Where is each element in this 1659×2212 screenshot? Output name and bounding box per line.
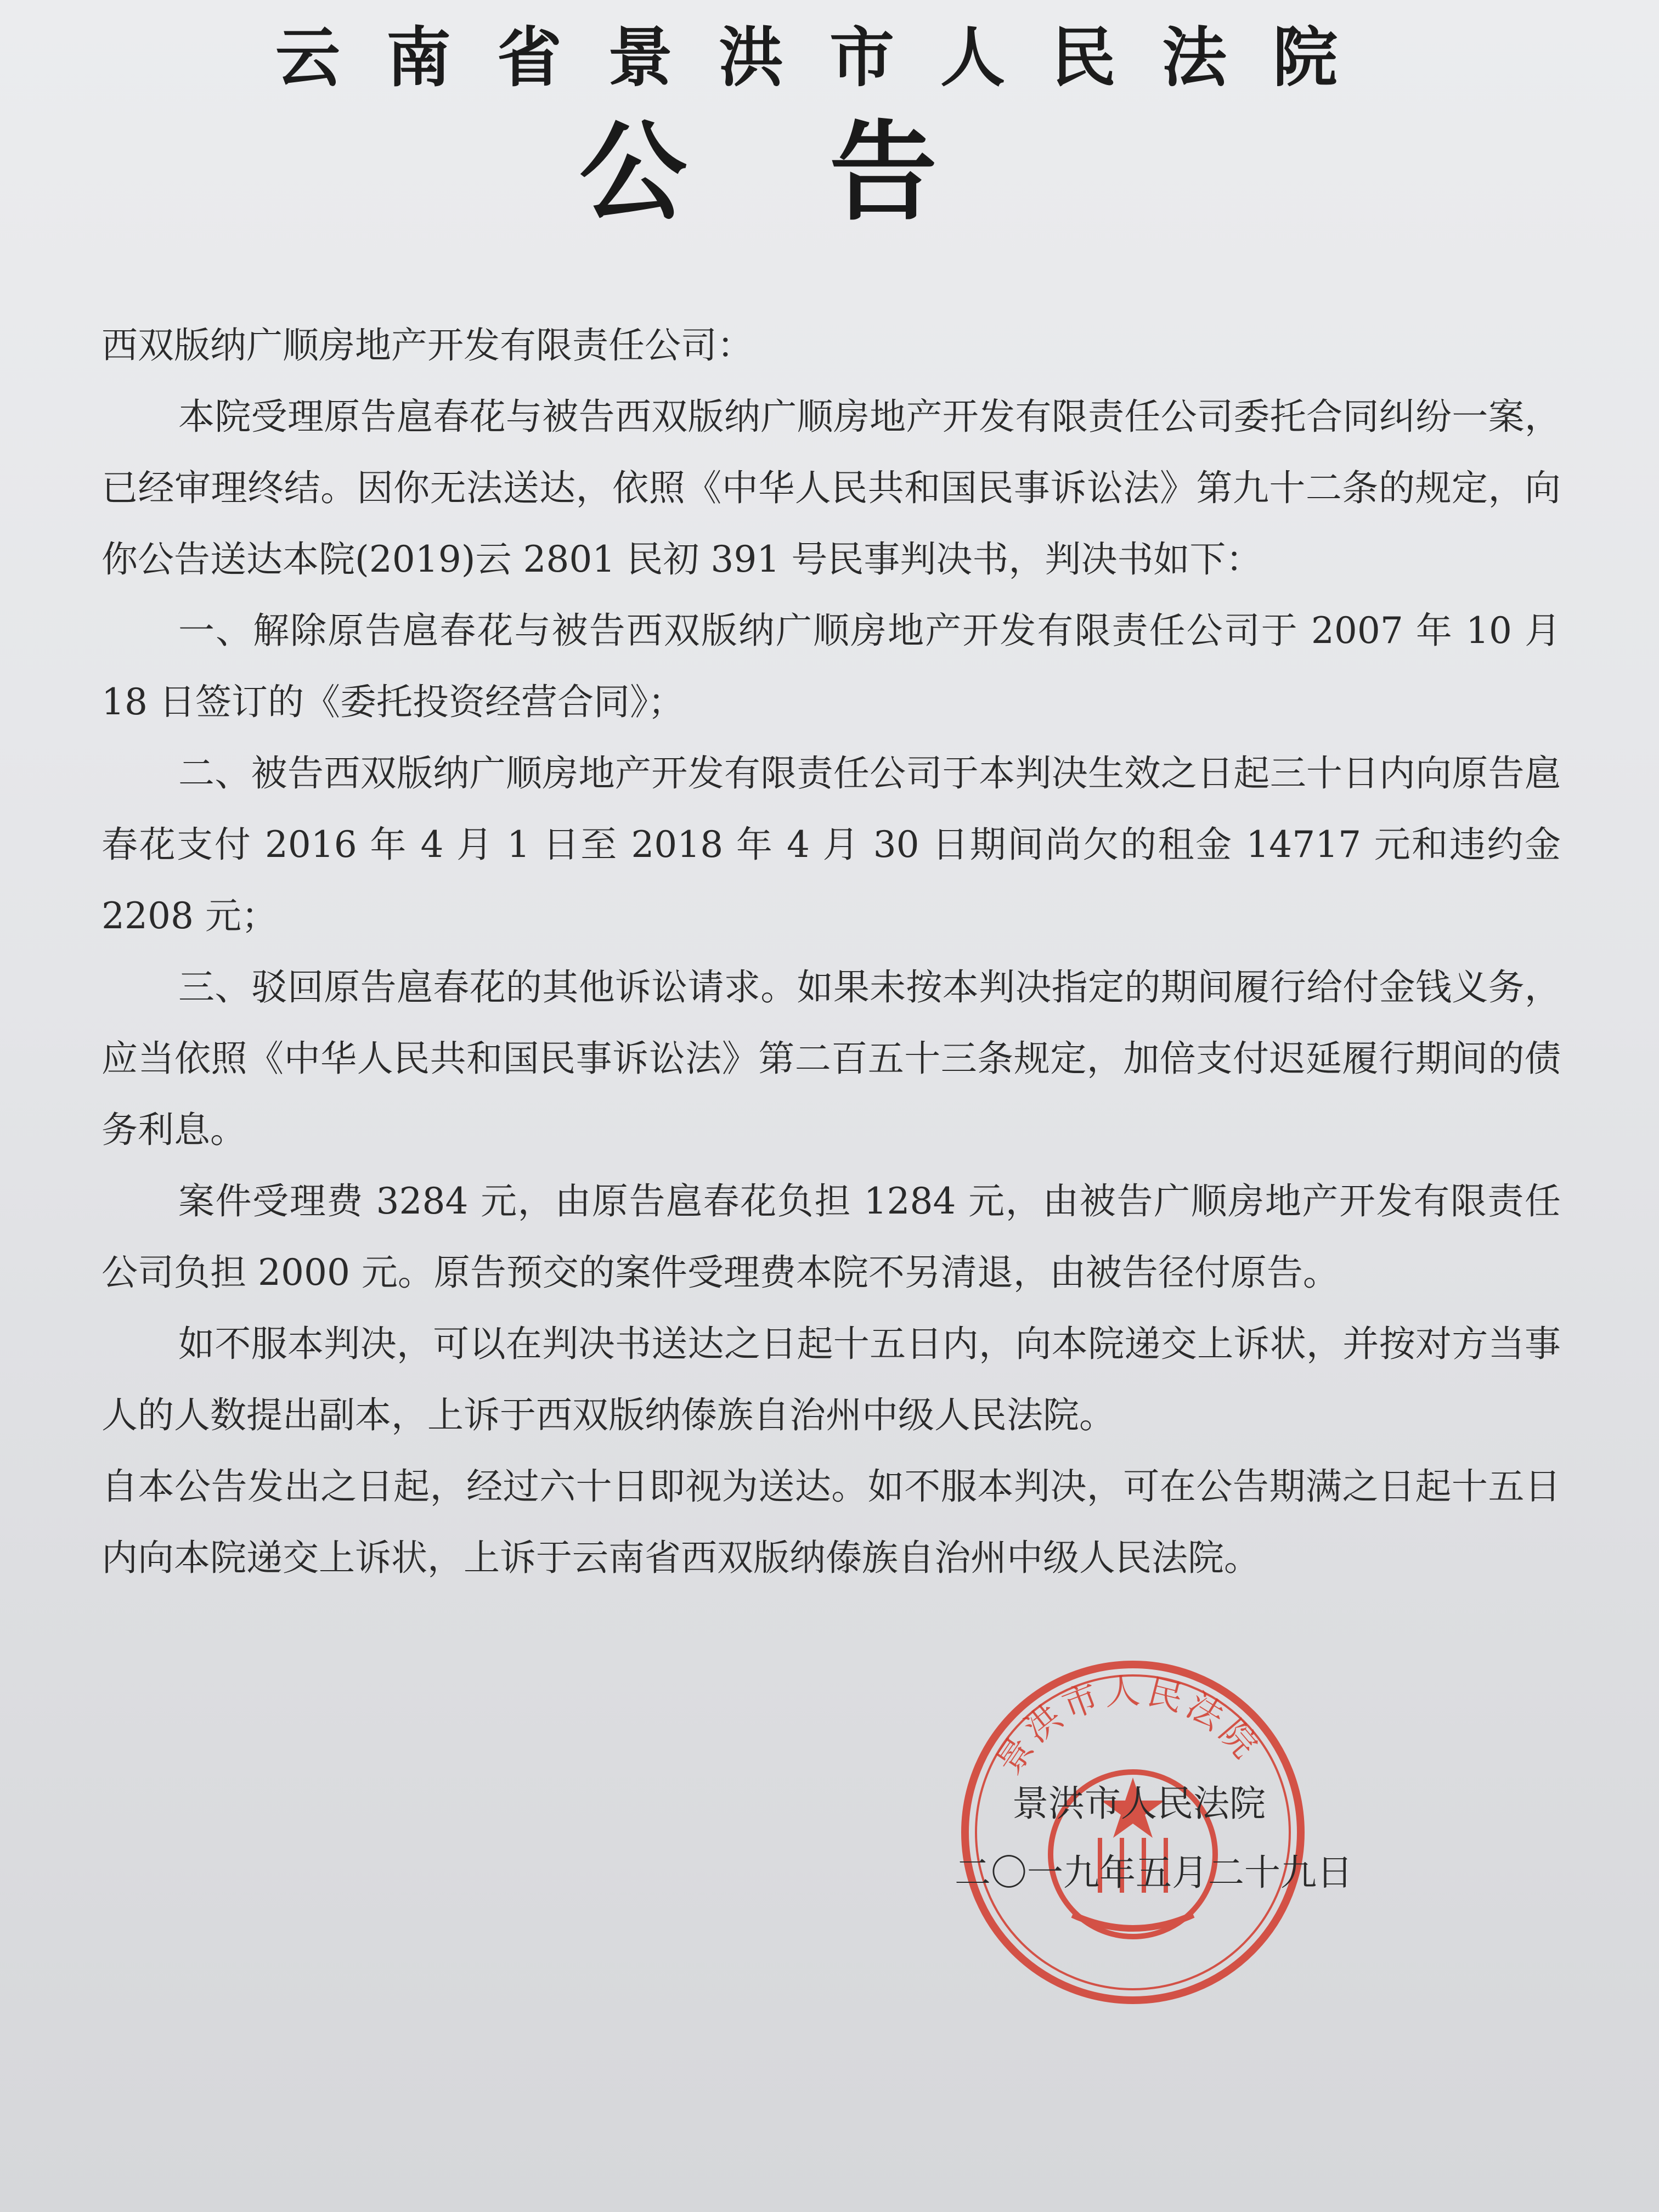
paragraph-judgment-2: 二、被告西双版纳广顺房地产开发有限责任公司于本判决生效之日起三十日内向原告扈春花支付 2016 年 4 月 1 日至 2018 年 4 月 30 日期间尚欠的租金 14717 元和违约金 2208 元；: [101, 752, 1561, 937]
seal-text: 景洪市人民法院: [988, 1671, 1268, 1782]
signature-block: [955, 1769, 1393, 1908]
paragraph-judgment-1: 一、解除原告扈春花与被告西双版纳广顺房地产开发有限责任公司于 2007 年 10 月 18 日签订的《委托投资经营合同》；: [101, 610, 1561, 723]
court-name-heading: 云南省景洪市人民法院: [275, 20, 1384, 95]
paragraph-closing: 自本公告发出之日起，经过六十日即视为送达。如不服本判决，可在公告期满之日起十五日内向本院递交上诉状，上诉于云南省西双版纳傣族自治州中级人民法院。: [101, 1465, 1561, 1579]
signature-court: 景洪市人民法院: [1012, 1782, 1266, 1825]
paragraph-intro: 本院受理原告扈春花与被告西双版纳广顺房地产开发有限责任公司委托合同纠纷一案，已经审理终结。因你无法送达，依照《中华人民共和国民事诉讼法》第九十二条的规定，向你公告送达本院(2019)云 2801 民初 391 号民事判决书，判决书如下：: [101, 396, 1561, 580]
paragraph-judgment-3: 三、驳回原告扈春花的其他诉讼请求。如果未按本判决指定的期间履行给付金钱义务，应当依照《中华人民共和国民事诉讼法》第二百五十三条规定，加倍支付迟延履行期间的债务利息。: [101, 966, 1561, 1151]
addressee: 西双版纳广顺房地产开发有限责任公司：: [101, 324, 753, 366]
paragraph-appeal: 如不服本判决，可以在判决书送达之日起十五日内，向本院递交上诉状，并按对方当事人的人数提出副本，上诉于西双版纳傣族自治州中级人民法院。: [101, 1323, 1561, 1436]
notice-body: [101, 310, 1561, 1594]
paragraph-fees: 案件受理费 3284 元，由原告扈春花负担 1284 元，由被告广顺房地产开发有限责任公司负担 2000 元。原告预交的案件受理费本院不另清退，由被告径付原告。: [101, 1180, 1561, 1294]
notice-title: 公告: [579, 110, 1080, 235]
signature-date: 二〇一九年五月二十九日: [955, 1852, 1353, 1894]
